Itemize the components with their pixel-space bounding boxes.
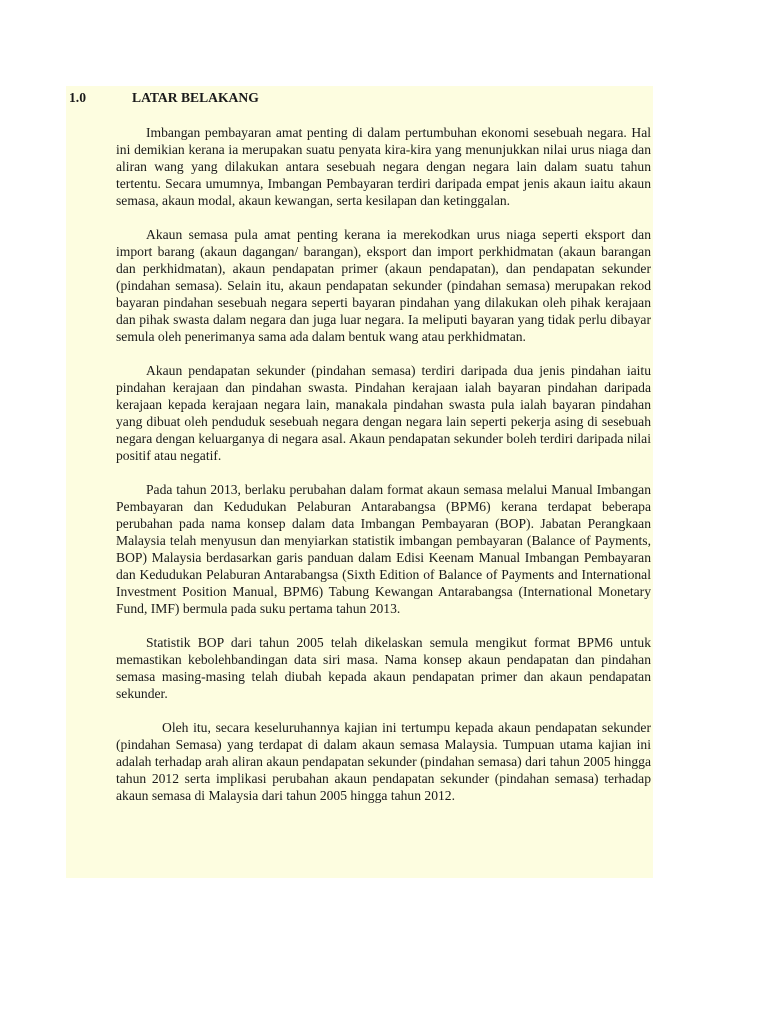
paragraph-5: Statistik BOP dari tahun 2005 telah dikelaskan semula mengikut format BPM6 untuk memastikan kebolehbandingan data siri masa. Nama konsep akaun pendapatan dan pindahan semasa masing-masing telah diubah kepada akaun pendapatan primer dan akaun pendapatan sekunder. (116, 635, 651, 701)
paragraph-1: Imbangan pembayaran amat penting di dalam pertumbuhan ekonomi sesebuah negara. Hal ini demikian kerana ia merupakan suatu penyata kira-kira yang menunjukkan nilai urus niaga dan aliran wang yang dilakukan antara sesebuah negara dengan negara lain dalam suatu tahun tertentu. Secara umumnya, Imbangan Pembayaran terdiri daripada empat jenis akaun iaitu akaun semasa, akaun modal, akaun kewangan, serta kesilapan dan ketinggalan. (116, 125, 651, 208)
section-body (66, 86, 653, 878)
section-number: 1.0 (69, 90, 86, 105)
paragraph-4: Pada tahun 2013, berlaku perubahan dalam format akaun semasa melalui Manual Imbangan Pembayaran dan Kedudukan Pelaburan Antarabangsa (BPM6) kerana terdapat beberapa perubahan pada nama konsep dalam data Imbangan Pembayaran (BOP). Jabatan Perangkaan Malaysia telah menyusun dan menyiarkan statistik imbangan pembayaran (Balance of Payments, BOP) Malaysia berdasarkan garis panduan dalam Edisi Keenam Manual Imbangan Pembayaran dan Kedudukan Pelaburan Antarabangsa (Sixth Edition of Balance of Payments and International Investment Position Manual, BPM6) Tabung Kewangan Antarabangsa (International Monetary Fund, IMF) bermula pada suku pertama tahun 2013. (116, 482, 651, 616)
paragraph-3: Akaun pendapatan sekunder (pindahan semasa) terdiri daripada dua jenis pindahan iaitu pindahan kerajaan dan pindahan swasta. Pindahan kerajaan ialah bayaran pindahan daripada kerajaan kepada kerajaan negara lain, manakala pindahan swasta pula ialah bayaran pindahan yang dibuat oleh penduduk sesebuah negara dengan negara lain seperti pekerja asing di sesebuah negara dengan keluarganya di negara asal. Akaun pendapatan sekunder boleh terdiri daripada nilai positif atau negatif. (116, 363, 651, 463)
paragraph-2: Akaun semasa pula amat penting kerana ia merekodkan urus niaga seperti eksport dan import barang (akaun dagangan/ barangan), eksport dan import perkhidmatan (akaun barangan dan perkhidmatan), akaun pendapatan primer (akaun pendapatan), dan pendapatan sekunder (pindahan semasa). Selain itu, akaun pendapatan sekunder (pindahan semasa) merupakan rekod bayaran pindahan sesebuah negara seperti bayaran pindahan yang dilakukan oleh pihak kerajaan dan pihak swasta dalam negara dan juga luar negara. Ia meliputi bayaran yang tidak perlu dibayar semula oleh penerimanya sama ada dalam bentuk wang atau perkhidmatan. (116, 227, 651, 344)
paragraph-6: Oleh itu, secara keseluruhannya kajian ini tertumpu kepada akaun pendapatan sekunder (pindahan Semasa) yang terdapat di dalam akaun semasa Malaysia. Tumpuan utama kajian ini adalah terhadap arah aliran akaun pendapatan sekunder (pindahan semasa) dari tahun 2005 hingga tahun 2012 serta implikasi perubahan akaun pendapatan sekunder (pindahan semasa) terhadap akaun semasa di Malaysia dari tahun 2005 hingga tahun 2012. (116, 720, 651, 803)
section-title: LATAR BELAKANG (132, 90, 259, 105)
section-heading (69, 89, 651, 107)
